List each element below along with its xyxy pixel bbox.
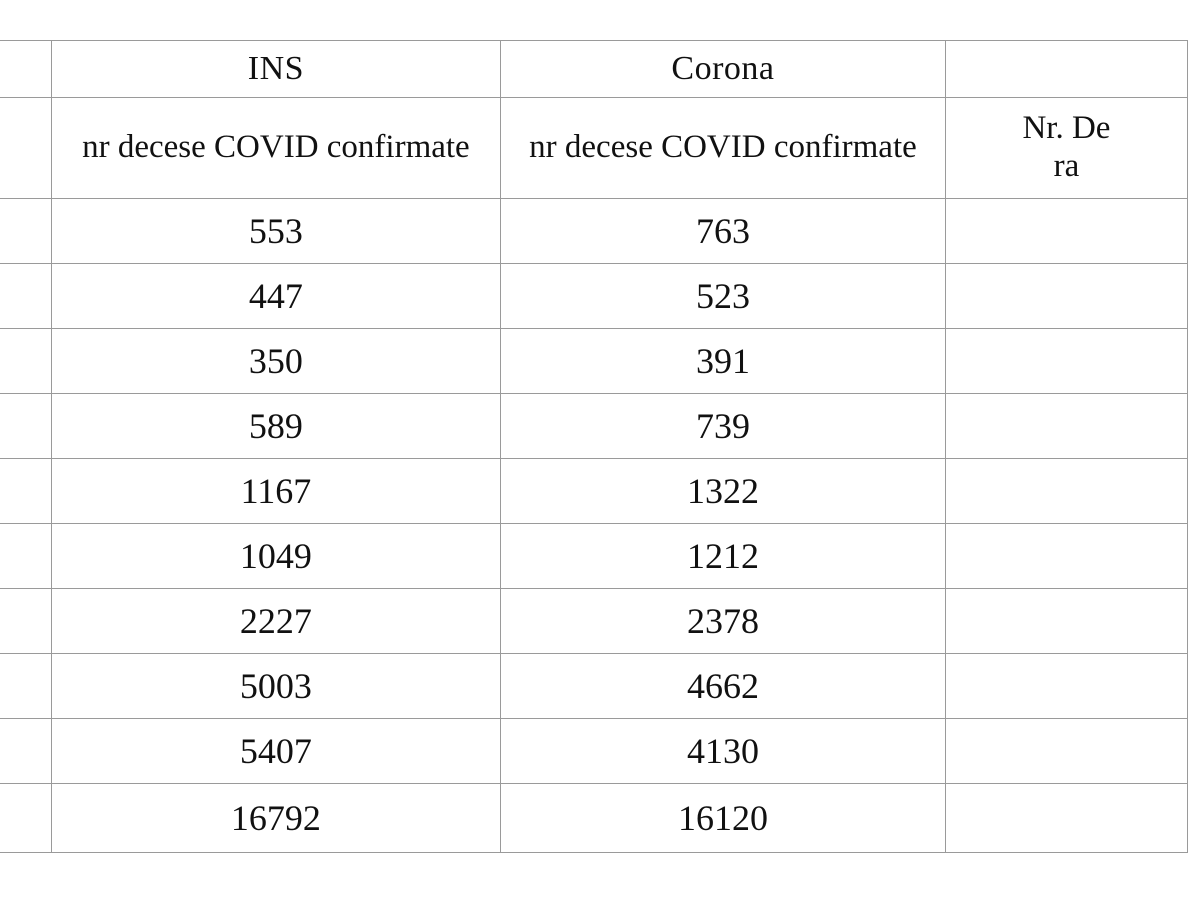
cell-third <box>945 524 1187 589</box>
cell-ins: 5407 <box>51 719 500 784</box>
cell-third <box>945 719 1187 784</box>
table-row <box>0 654 1188 719</box>
cell-total-ins: 16792 <box>51 784 500 853</box>
table-row <box>0 394 1188 459</box>
cell-corona: 1322 <box>501 459 946 524</box>
subheader-third <box>945 98 1187 199</box>
cell-corona: 1212 <box>501 524 946 589</box>
cell-corona: 2378 <box>501 589 946 654</box>
cell-stub <box>0 394 51 459</box>
subheader-stub <box>0 98 51 199</box>
table-row <box>0 329 1188 394</box>
header-stub-group <box>0 41 51 98</box>
subheader-ins: nr decese COVID confirmate <box>51 98 500 199</box>
cell-ins: 5003 <box>51 654 500 719</box>
cell-stub <box>0 459 51 524</box>
cell-corona: 763 <box>501 199 946 264</box>
cell-ins: 350 <box>51 329 500 394</box>
cell-corona: 4662 <box>501 654 946 719</box>
cell-total-corona: 16120 <box>501 784 946 853</box>
cell-total-third <box>945 784 1187 853</box>
cell-third <box>945 264 1187 329</box>
cell-ins: 2227 <box>51 589 500 654</box>
cell-ins: 553 <box>51 199 500 264</box>
table-row <box>0 264 1188 329</box>
table-total-row <box>0 784 1188 853</box>
cell-corona: 4130 <box>501 719 946 784</box>
table-row <box>0 524 1188 589</box>
cell-third <box>945 459 1187 524</box>
subheader-third-line1: Nr. De <box>1022 110 1111 147</box>
cell-ins: 1049 <box>51 524 500 589</box>
cell-third <box>945 329 1187 394</box>
table-row <box>0 719 1188 784</box>
cell-ins: 447 <box>51 264 500 329</box>
subheader-third-line2: ra <box>1053 148 1080 184</box>
cell-corona: 391 <box>501 329 946 394</box>
cell-stub <box>0 199 51 264</box>
table-row <box>0 589 1188 654</box>
cell-corona: 739 <box>501 394 946 459</box>
cell-total-stub <box>0 784 51 853</box>
cell-stub <box>0 524 51 589</box>
table-row <box>0 199 1188 264</box>
cell-third <box>945 199 1187 264</box>
table-row <box>0 459 1188 524</box>
cell-corona: 523 <box>501 264 946 329</box>
cell-stub <box>0 719 51 784</box>
header-row-groups <box>0 41 1188 98</box>
cell-stub <box>0 589 51 654</box>
cell-stub <box>0 329 51 394</box>
table-header <box>0 41 1188 199</box>
cell-third <box>945 654 1187 719</box>
cell-third <box>945 394 1187 459</box>
subheader-corona: nr decese COVID confirmate <box>501 98 946 199</box>
header-group-ins: INS <box>51 41 500 98</box>
table-body <box>0 199 1188 853</box>
cell-ins: 589 <box>51 394 500 459</box>
comparison-table <box>0 40 1188 853</box>
cell-ins: 1167 <box>51 459 500 524</box>
cell-stub <box>0 654 51 719</box>
header-group-third <box>945 41 1187 98</box>
header-row-subs <box>0 98 1188 199</box>
cell-stub <box>0 264 51 329</box>
header-group-corona: Corona <box>501 41 946 98</box>
cell-third <box>945 589 1187 654</box>
